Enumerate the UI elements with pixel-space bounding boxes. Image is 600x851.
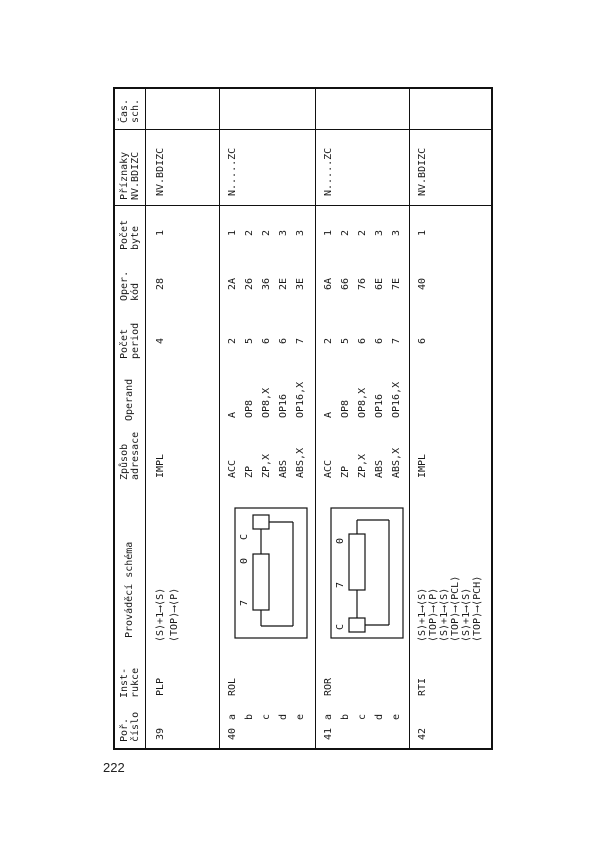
instruction-table — [113, 87, 493, 750]
carry-label: C — [335, 623, 346, 630]
op-code: 6E — [374, 277, 385, 290]
bit-label: 7 — [239, 599, 250, 606]
period-count: 6 — [357, 337, 368, 344]
header-periody: Počet period — [119, 322, 141, 359]
diagram-frame — [331, 508, 403, 638]
op-code: 28 — [155, 277, 166, 290]
row-subletter: b — [244, 713, 255, 720]
addr-mode: ZP — [340, 465, 351, 478]
schema-line: ⟨TOP⟩⟶⟨PCH⟩ — [472, 575, 483, 642]
flags-value: NV.BDIZC — [417, 147, 428, 196]
row-subletter: c — [357, 713, 368, 720]
group-rule-39 — [219, 89, 220, 748]
instruction-table-rotated-content — [115, 89, 491, 748]
row-subletter: b — [340, 713, 351, 720]
operand: OP16,X — [295, 381, 306, 418]
flags-value: NV.BDIZC — [155, 147, 166, 196]
instr-mnemonic: ROR — [323, 677, 334, 696]
addr-mode: ABS,X — [391, 447, 402, 478]
addr-mode: ACC — [323, 459, 334, 478]
flags-value: N.....ZC — [227, 147, 238, 196]
period-count: 6 — [278, 337, 289, 344]
row-subletter: a — [227, 713, 238, 720]
row-subletter: e — [391, 713, 402, 720]
byte-count: 2 — [261, 229, 272, 236]
register-box — [253, 554, 269, 610]
byte-count: 2 — [244, 229, 255, 236]
period-count: 2 — [227, 337, 238, 344]
byte-count: 1 — [323, 229, 334, 236]
period-count: 6 — [417, 337, 428, 344]
instr-number: 42 — [417, 727, 428, 740]
op-code: 66 — [340, 277, 351, 290]
schema-line: ⟨S⟩+1⟶⟨S⟩ — [155, 587, 166, 642]
period-count: 7 — [295, 337, 306, 344]
header-kod: Oper. kód — [119, 270, 141, 301]
instr-number: 39 — [155, 727, 166, 740]
schema-line: ⟨S⟩+1⟶⟨S⟩ — [461, 587, 472, 642]
addr-mode: ZP — [244, 465, 255, 478]
addr-mode: ZP,X — [357, 453, 368, 478]
addr-mode: ZP,X — [261, 453, 272, 478]
op-code: 7E — [391, 277, 402, 290]
schema-line: ⟨TOP⟩⟶⟨P⟩ — [428, 587, 439, 642]
row-subletter: e — [295, 713, 306, 720]
op-code: 26 — [244, 277, 255, 290]
period-count: 4 — [155, 337, 166, 344]
ror-rotation-diagram — [319, 498, 407, 644]
op-code: 2E — [278, 277, 289, 290]
operand: OP8,X — [357, 387, 368, 418]
flags-column-rule — [115, 205, 491, 206]
register-box — [349, 534, 365, 590]
carry-label: C — [239, 533, 250, 540]
schema-line: ⟨TOP⟩⟶⟨PCL⟩ — [450, 575, 461, 642]
period-count: 6 — [374, 337, 385, 344]
op-code: 2A — [227, 277, 238, 290]
row-subletter: a — [323, 713, 334, 720]
diagram-frame — [235, 508, 307, 638]
period-count: 5 — [244, 337, 255, 344]
bit-label: 0 — [335, 537, 346, 544]
operand: A — [323, 411, 334, 418]
flags-value: N.....ZC — [323, 147, 334, 196]
addr-mode: IMPL — [155, 453, 166, 478]
op-code: 3E — [295, 277, 306, 290]
header-cas: Čas. sch. — [119, 98, 141, 123]
byte-count: 3 — [374, 229, 385, 236]
byte-count: 3 — [278, 229, 289, 236]
operand: OP8 — [340, 399, 351, 418]
carry-box — [349, 618, 365, 632]
addr-mode: ABS — [278, 459, 289, 478]
header-rule — [145, 89, 146, 748]
addr-mode: ABS,X — [295, 447, 306, 478]
instr-number: 41 — [323, 727, 334, 740]
header-adresace: Způsob adresace — [119, 431, 141, 480]
op-code: 6A — [323, 277, 334, 290]
group-rule-40 — [315, 89, 316, 748]
byte-count: 3 — [295, 229, 306, 236]
operand: A — [227, 411, 238, 418]
period-count: 6 — [261, 337, 272, 344]
page-number: 222 — [103, 760, 125, 775]
instr-number: 40 — [227, 727, 238, 740]
byte-count: 2 — [340, 229, 351, 236]
header-schema: Prováděcí schéma — [124, 541, 135, 638]
period-count: 2 — [323, 337, 334, 344]
operand: OP16,X — [391, 381, 402, 418]
time-column-rule — [115, 129, 491, 130]
bit-label: 7 — [335, 581, 346, 588]
byte-count: 2 — [357, 229, 368, 236]
operand: OP16 — [374, 393, 385, 418]
rol-rotation-diagram — [223, 498, 311, 644]
bit-label: 0 — [239, 557, 250, 564]
period-count: 5 — [340, 337, 351, 344]
operand: OP8,X — [261, 387, 272, 418]
byte-count: 1 — [227, 229, 238, 236]
op-code: 76 — [357, 277, 368, 290]
instr-mnemonic: RTI — [417, 677, 428, 696]
byte-count: 1 — [155, 229, 166, 236]
byte-count: 3 — [391, 229, 402, 236]
op-code: 40 — [417, 277, 428, 290]
schema-line: ⟨TOP⟩⟶⟨P⟩ — [169, 587, 180, 642]
schema-line: ⟨S⟩+1⟶⟨S⟩ — [439, 587, 450, 642]
operand: OP8 — [244, 399, 255, 418]
header-operand: Operand — [124, 378, 135, 421]
operand: OP16 — [278, 393, 289, 418]
row-subletter: d — [374, 713, 385, 720]
addr-mode: ABS — [374, 459, 385, 478]
instr-mnemonic: PLP — [155, 677, 166, 696]
byte-count: 1 — [417, 229, 428, 236]
carry-box — [253, 515, 269, 529]
addr-mode: ACC — [227, 459, 238, 478]
header-byte: Počet byte — [119, 219, 141, 250]
header-instrukce: Inst- rukce — [119, 667, 141, 698]
period-count: 7 — [391, 337, 402, 344]
row-subletter: d — [278, 713, 289, 720]
instr-mnemonic: ROL — [227, 677, 238, 696]
addr-mode: IMPL — [417, 453, 428, 478]
header-por-cislo: Poř. číslo — [119, 711, 141, 742]
schema-line: ⟨S⟩+1⟶⟨S⟩ — [417, 587, 428, 642]
group-rule-41 — [409, 89, 410, 748]
op-code: 36 — [261, 277, 272, 290]
row-subletter: c — [261, 713, 272, 720]
header-priznaky: Příznaky NV.BDIZC — [119, 151, 141, 200]
